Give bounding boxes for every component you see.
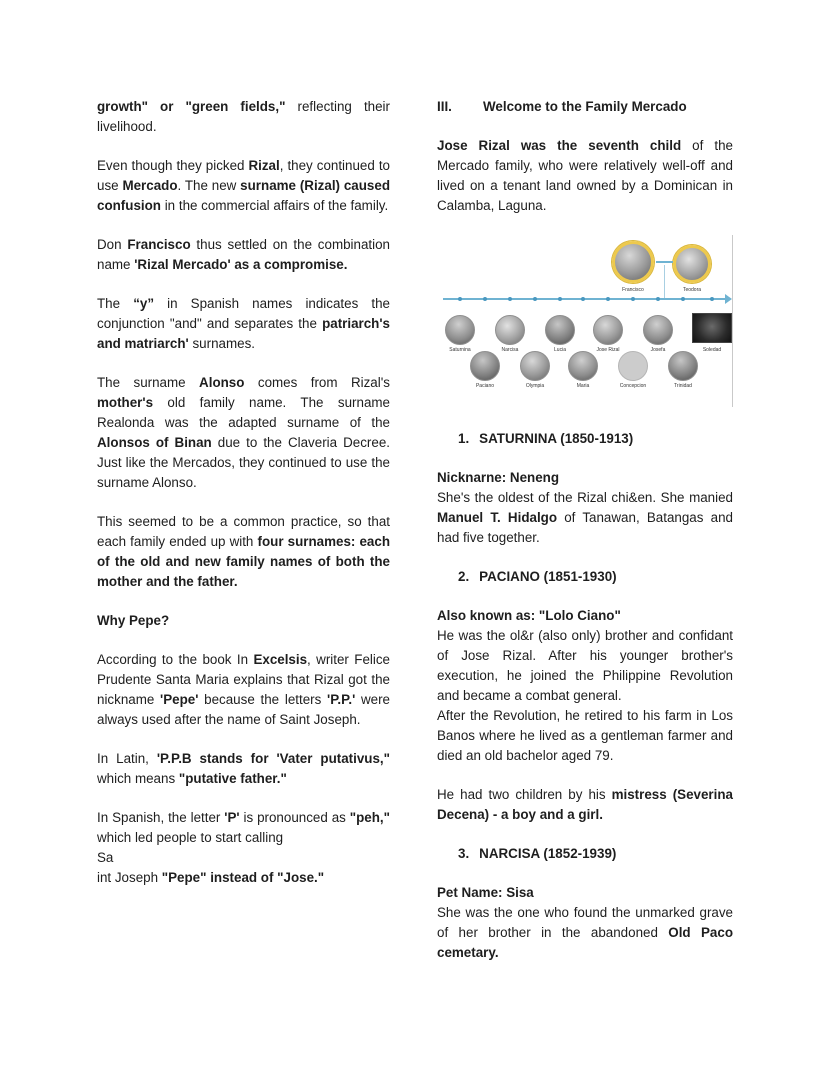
child-label: Jose Rizal	[596, 347, 620, 353]
paragraph	[97, 512, 390, 592]
entry-title: PACIANO (1851-1930)	[479, 569, 617, 584]
text-segment: Why Pepe?	[97, 613, 170, 628]
text-segment: Sa	[97, 850, 114, 865]
child-label: Soledad	[702, 347, 722, 353]
parent-label: Francisco	[622, 287, 644, 293]
sibling-entries	[437, 429, 733, 963]
paragraph	[97, 373, 390, 493]
paragraph	[97, 97, 390, 137]
child-portrait	[593, 315, 623, 345]
branch-dot	[458, 297, 462, 301]
text-segment: Nicknarne: Neneng	[437, 470, 560, 485]
text-segment: Don	[97, 237, 128, 252]
branch-dot	[581, 297, 585, 301]
paragraph	[97, 235, 390, 275]
branch-dot	[710, 297, 714, 301]
entry-title: SATURNINA (1850-1913)	[479, 431, 634, 446]
child-portrait	[495, 315, 525, 345]
entry-paragraph	[437, 785, 733, 825]
text-segment: which means	[97, 771, 179, 786]
left-column-blocks	[97, 97, 390, 888]
timeline-arrow-icon	[725, 294, 732, 304]
parent-connector	[656, 261, 673, 263]
text-segment: Jose Rizal was the seventh child	[437, 138, 682, 153]
entry-paragraph	[437, 468, 733, 548]
entry-paragraph	[437, 606, 733, 766]
text-segment: Francisco	[127, 237, 191, 252]
text-segment: due to the Claveria Decree. Just like the Mercados, they continued to use the surname Alonso.	[97, 435, 390, 490]
text-segment: thus settled on the combination name	[97, 237, 391, 272]
text-segment: patriarch's and matriarch'	[97, 316, 390, 351]
entry-number: 2.	[458, 569, 470, 584]
text-segment: 'P.P.B stands for 'Vater putativus,"	[156, 751, 390, 766]
child-portrait	[568, 351, 598, 381]
child-label: Saturnina	[449, 347, 471, 353]
family-tree-figure	[437, 235, 733, 407]
text-segment: because the letters	[198, 692, 328, 707]
text-segment: were always used after the name of Saint Joseph.	[97, 692, 390, 727]
child-label: Paciano	[475, 383, 495, 389]
text-segment: int Joseph	[97, 870, 162, 885]
branch-dot	[631, 297, 635, 301]
branch-dot	[483, 297, 487, 301]
text-segment: The surname	[97, 375, 200, 390]
child-portrait	[520, 351, 550, 381]
sub-heading	[97, 611, 390, 631]
text-segment: mistress (Severina Decena) - a boy and a girl.	[437, 787, 733, 822]
branch-dot	[681, 297, 685, 301]
paragraph	[97, 749, 390, 789]
text-segment: growth" or "green fields,"	[97, 99, 286, 114]
text-segment: 'P.P.'	[327, 692, 356, 707]
text-segment: surnames.	[188, 336, 255, 351]
paragraph	[97, 156, 390, 216]
entry-title: NARCISA (1852-1939)	[479, 846, 617, 861]
text-segment: is pronounced as	[239, 810, 350, 825]
text-segment: Manuel T. Hidalgo	[437, 510, 558, 525]
text-segment: Mercado	[122, 178, 178, 193]
text-segment: He had two children by his	[437, 787, 612, 802]
paragraph	[97, 294, 390, 354]
text-segment: He was the ol&r (also only) brother and confidant of Jose Rizal. After his younger brother's execution, he joined the Philippine Revolution and became a combat general.	[437, 628, 733, 703]
child-portrait	[668, 351, 698, 381]
text-segment: Even though they picked	[97, 158, 249, 173]
text-segment: The	[97, 296, 134, 311]
text-segment: , they continued to use	[97, 158, 390, 193]
text-segment: Alonsos of Binan	[97, 435, 212, 450]
text-segment: four surnames: each of the old and new family names of both the mother and the father.	[97, 534, 390, 589]
text-segment: She was the one who found the unmarked grave of her brother in the abandoned	[437, 905, 733, 940]
child-portrait	[545, 315, 575, 345]
text-segment: old family name. The surname Realonda was the adapted surname of the	[97, 395, 390, 430]
parent-portrait	[673, 245, 711, 283]
child-portrait	[445, 315, 475, 345]
text-segment: 'Pepe'	[160, 692, 199, 707]
parent-label: Teodora	[682, 287, 702, 293]
child-label: Lucia	[554, 347, 566, 353]
section-heading	[437, 97, 733, 117]
text-segment: She's the oldest of the Rizal chi&en. She manied	[437, 490, 733, 505]
text-segment: Pet Name: Sisa	[437, 885, 534, 900]
child-label: Narcisa	[501, 347, 519, 353]
entry-heading	[437, 429, 733, 449]
child-portrait	[643, 315, 673, 345]
child-portrait	[692, 313, 732, 343]
text-segment: . The new	[177, 178, 241, 193]
section-title: Welcome to the Family Mercado	[483, 99, 687, 114]
branch-dot	[606, 297, 610, 301]
text-segment: In Latin,	[97, 751, 157, 766]
text-segment: Excelsis	[253, 652, 308, 667]
child-label: Maria	[576, 383, 590, 389]
child-label: Olympia	[525, 383, 545, 389]
branch-dot	[656, 297, 660, 301]
text-segment: 'P'	[224, 810, 240, 825]
branch-dot	[533, 297, 537, 301]
text-segment: “y”	[133, 296, 155, 311]
child-label: Josefa	[650, 347, 666, 353]
entry-number: 3.	[458, 846, 470, 861]
left-column	[97, 97, 390, 907]
text-segment: of Tanawan, Batangas and had five together.	[437, 510, 733, 545]
text-segment: Also known as: "Lolo Ciano"	[437, 608, 621, 623]
text-segment: "Pepe" instead of "Jose."	[161, 870, 325, 885]
right-column	[437, 97, 733, 982]
paragraph	[97, 650, 390, 730]
text-segment: mother's	[97, 395, 154, 410]
text-segment: comes from Rizal's	[244, 375, 390, 390]
child-portrait	[470, 351, 500, 381]
text-segment: reflecting their livelihood.	[97, 99, 390, 134]
text-segment: which led people to start calling	[97, 830, 284, 845]
text-segment: Alonso	[199, 375, 245, 390]
section-number: III.	[437, 99, 452, 114]
parent-stem	[664, 265, 665, 298]
text-segment: Rizal	[248, 158, 280, 173]
text-segment: 'Rizal Mercado' as a compromise.	[134, 257, 348, 272]
text-segment: in Spanish names indicates the conjunction "and" and separates the	[97, 296, 391, 331]
parent-portrait	[612, 241, 654, 283]
text-segment: surname (Rizal) caused confusion	[97, 178, 390, 213]
child-label: Trinidad	[674, 383, 692, 389]
entry-number: 1.	[458, 431, 470, 446]
text-segment: After the Revolution, he retired to his farm in Los Banos where he lived as a gentleman farmer and died an old bachelor aged 79.	[437, 708, 733, 763]
branch-dot	[558, 297, 562, 301]
branch-dot	[508, 297, 512, 301]
text-segment: , writer Felice Prudente Santa Maria explains that Rizal got the nickname	[97, 652, 390, 707]
child-label: Concepcion	[619, 383, 647, 389]
intro-paragraph	[437, 136, 733, 216]
entry-heading	[437, 844, 733, 864]
text-segment: of the Mercado family, who were relatively well-off and lived on a tenant land owned by a Dominican in Calamba, Laguna.	[437, 138, 733, 213]
entry-heading	[437, 567, 733, 587]
text-segment: This seemed to be a common practice, so that each family ended up with	[97, 514, 390, 549]
child-portrait	[618, 351, 648, 381]
entry-paragraph	[437, 883, 733, 963]
text-segment: In Spanish, the letter	[97, 810, 225, 825]
paragraph	[97, 808, 390, 888]
text-segment: "peh,"	[349, 810, 390, 825]
text-segment: in the commercial affairs of the family.	[160, 198, 389, 213]
text-segment: "putative father."	[178, 771, 287, 786]
text-segment: Old Paco cemetary.	[437, 925, 733, 960]
text-segment: According to the book In	[97, 652, 254, 667]
